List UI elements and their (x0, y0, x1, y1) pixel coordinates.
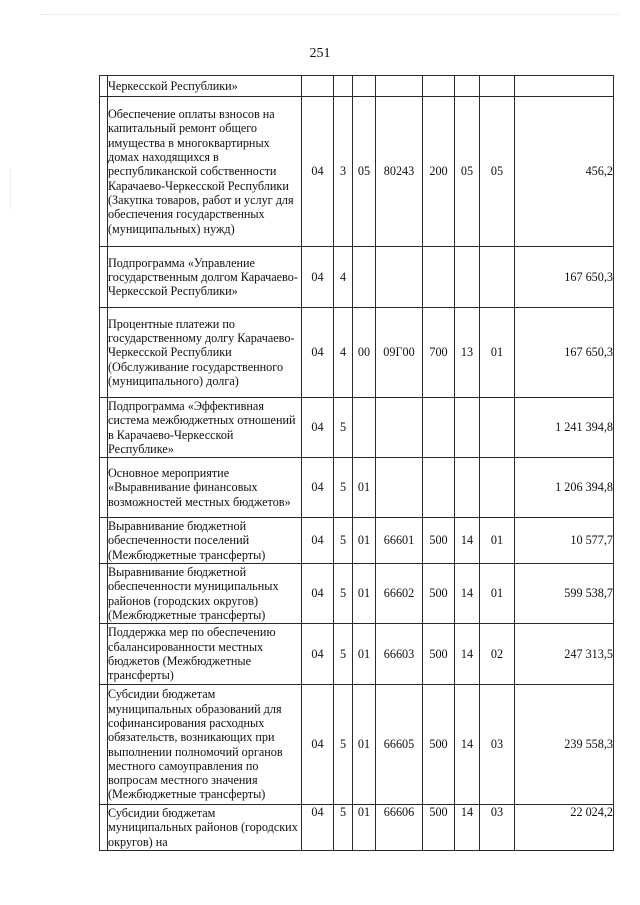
item-name: Выравнивание бюджетной обеспеченности муниципальных районов (городских округов) (Межбюджетные трансферты) (108, 564, 302, 624)
item-name: Черкесской Республики» (108, 76, 302, 97)
row-marker-cell (100, 97, 108, 247)
code-cell: 500 (423, 805, 455, 851)
code-cell (423, 76, 455, 97)
code-cell (353, 76, 376, 97)
code-cell: 04 (302, 247, 334, 308)
amount-cell: 10 577,7 (515, 518, 614, 564)
code-cell: 01 (353, 518, 376, 564)
code-cell: 4 (334, 308, 353, 398)
code-cell: 66606 (376, 805, 423, 851)
item-name: Субсидии бюджетам муниципальных районов (городских округов) на (108, 805, 302, 851)
code-cell: 04 (302, 564, 334, 624)
table-row (100, 564, 614, 624)
code-cell: 01 (353, 685, 376, 805)
code-cell: 5 (334, 398, 353, 458)
code-cell (455, 458, 480, 518)
page-number: 251 (309, 46, 331, 61)
amount-cell: 247 313,5 (515, 624, 614, 685)
code-cell (423, 458, 455, 518)
code-cell: 5 (334, 805, 353, 851)
code-cell: 04 (302, 518, 334, 564)
code-cell (353, 398, 376, 458)
table-row (100, 308, 614, 398)
table-row (100, 685, 614, 805)
amount-cell: 22 024,2 (515, 805, 614, 851)
table-row (100, 458, 614, 518)
amount-cell: 599 538,7 (515, 564, 614, 624)
code-cell (376, 398, 423, 458)
amount-cell: 456,2 (515, 97, 614, 247)
table-row (100, 97, 614, 247)
item-name: Поддержка мер по обеспечению сбалансированности местных бюджетов (Межбюджетные трансферты) (108, 624, 302, 685)
code-cell: 04 (302, 805, 334, 851)
code-cell (455, 76, 480, 97)
amount-cell: 1 241 394,8 (515, 398, 614, 458)
code-cell: 14 (455, 624, 480, 685)
scan-artifact-top (40, 14, 620, 23)
code-cell: 01 (353, 564, 376, 624)
code-cell (480, 247, 515, 308)
row-marker-cell (100, 458, 108, 518)
amount-cell (515, 76, 614, 97)
code-cell: 05 (353, 97, 376, 247)
code-cell: 500 (423, 624, 455, 685)
code-cell: 04 (302, 97, 334, 247)
code-cell (376, 247, 423, 308)
row-marker-cell (100, 624, 108, 685)
code-cell: 01 (353, 458, 376, 518)
item-name: Выравнивание бюджетной обеспеченности поселений (Межбюджетные трансферты) (108, 518, 302, 564)
item-name: Подпрограмма «Эффективная система межбюджетных отношений в Карачаево-Черкесской Республике» (108, 398, 302, 458)
table-row (100, 518, 614, 564)
code-cell: 13 (455, 308, 480, 398)
code-cell: 500 (423, 564, 455, 624)
code-cell: 04 (302, 624, 334, 685)
amount-cell: 167 650,3 (515, 247, 614, 308)
code-cell (480, 458, 515, 518)
code-cell: 01 (480, 564, 515, 624)
row-marker-cell (100, 247, 108, 308)
code-cell: 4 (334, 247, 353, 308)
table-row (100, 247, 614, 308)
code-cell: 02 (480, 624, 515, 685)
code-cell: 5 (334, 624, 353, 685)
table-row (100, 624, 614, 685)
row-marker-cell (100, 685, 108, 805)
item-name: Обеспечение оплаты взносов на капитальный ремонт общего имущества в многоквартирных домах находящихся в республиканской собственности Карачаево-Черкесской Республики (Закупка товаров, работ и услуг для обеспечения государственных (муниципальных) нужд) (108, 97, 302, 247)
code-cell: 03 (480, 805, 515, 851)
row-marker-cell (100, 308, 108, 398)
row-marker-cell (100, 805, 108, 851)
code-cell: 66602 (376, 564, 423, 624)
code-cell: 66605 (376, 685, 423, 805)
code-cell: 700 (423, 308, 455, 398)
code-cell: 00 (353, 308, 376, 398)
row-marker-cell (100, 564, 108, 624)
code-cell: 5 (334, 564, 353, 624)
code-cell (455, 398, 480, 458)
code-cell: 5 (334, 518, 353, 564)
amount-cell: 1 206 394,8 (515, 458, 614, 518)
code-cell: 01 (353, 624, 376, 685)
code-cell (480, 398, 515, 458)
row-marker-cell (100, 398, 108, 458)
code-cell (423, 398, 455, 458)
code-cell: 04 (302, 398, 334, 458)
budget-table (99, 75, 614, 851)
code-cell (334, 76, 353, 97)
table-row (100, 398, 614, 458)
code-cell: 14 (455, 564, 480, 624)
row-marker-cell (100, 76, 108, 97)
code-cell (376, 76, 423, 97)
code-cell (302, 76, 334, 97)
code-cell (376, 458, 423, 518)
code-cell (423, 247, 455, 308)
table-row (100, 805, 614, 851)
table-row (100, 76, 614, 97)
item-name: Процентные платежи по государственному долгу Карачаево-Черкесской Республики (Обслуживание государственного (муниципального) долга) (108, 308, 302, 398)
code-cell: 04 (302, 685, 334, 805)
amount-cell: 239 558,3 (515, 685, 614, 805)
code-cell (353, 247, 376, 308)
code-cell: 05 (480, 97, 515, 247)
item-name: Основное мероприятие «Выравнивание финансовых возможностей местных бюджетов» (108, 458, 302, 518)
code-cell: 03 (480, 685, 515, 805)
code-cell: 04 (302, 308, 334, 398)
code-cell: 01 (480, 518, 515, 564)
code-cell: 3 (334, 97, 353, 247)
code-cell: 66603 (376, 624, 423, 685)
scan-artifact-left (10, 170, 12, 210)
row-marker-cell (100, 518, 108, 564)
code-cell: 200 (423, 97, 455, 247)
code-cell: 14 (455, 805, 480, 851)
code-cell: 5 (334, 685, 353, 805)
code-cell (455, 247, 480, 308)
code-cell: 05 (455, 97, 480, 247)
code-cell: 14 (455, 518, 480, 564)
code-cell: 14 (455, 685, 480, 805)
item-name: Подпрограмма «Управление государственным долгом Карачаево-Черкесской Республики» (108, 247, 302, 308)
code-cell: 01 (480, 308, 515, 398)
code-cell: 66601 (376, 518, 423, 564)
code-cell: 500 (423, 685, 455, 805)
amount-cell: 167 650,3 (515, 308, 614, 398)
code-cell: 500 (423, 518, 455, 564)
code-cell: 09Г00 (376, 308, 423, 398)
code-cell: 04 (302, 458, 334, 518)
code-cell: 5 (334, 458, 353, 518)
code-cell: 80243 (376, 97, 423, 247)
code-cell: 01 (353, 805, 376, 851)
item-name: Субсидии бюджетам муниципальных образований для софинансирования расходных обязательств, возникающих при выполнении полномочий органов местного самоуправления по вопросам местного значения (Межбюджетные трансферты) (108, 685, 302, 805)
code-cell (480, 76, 515, 97)
